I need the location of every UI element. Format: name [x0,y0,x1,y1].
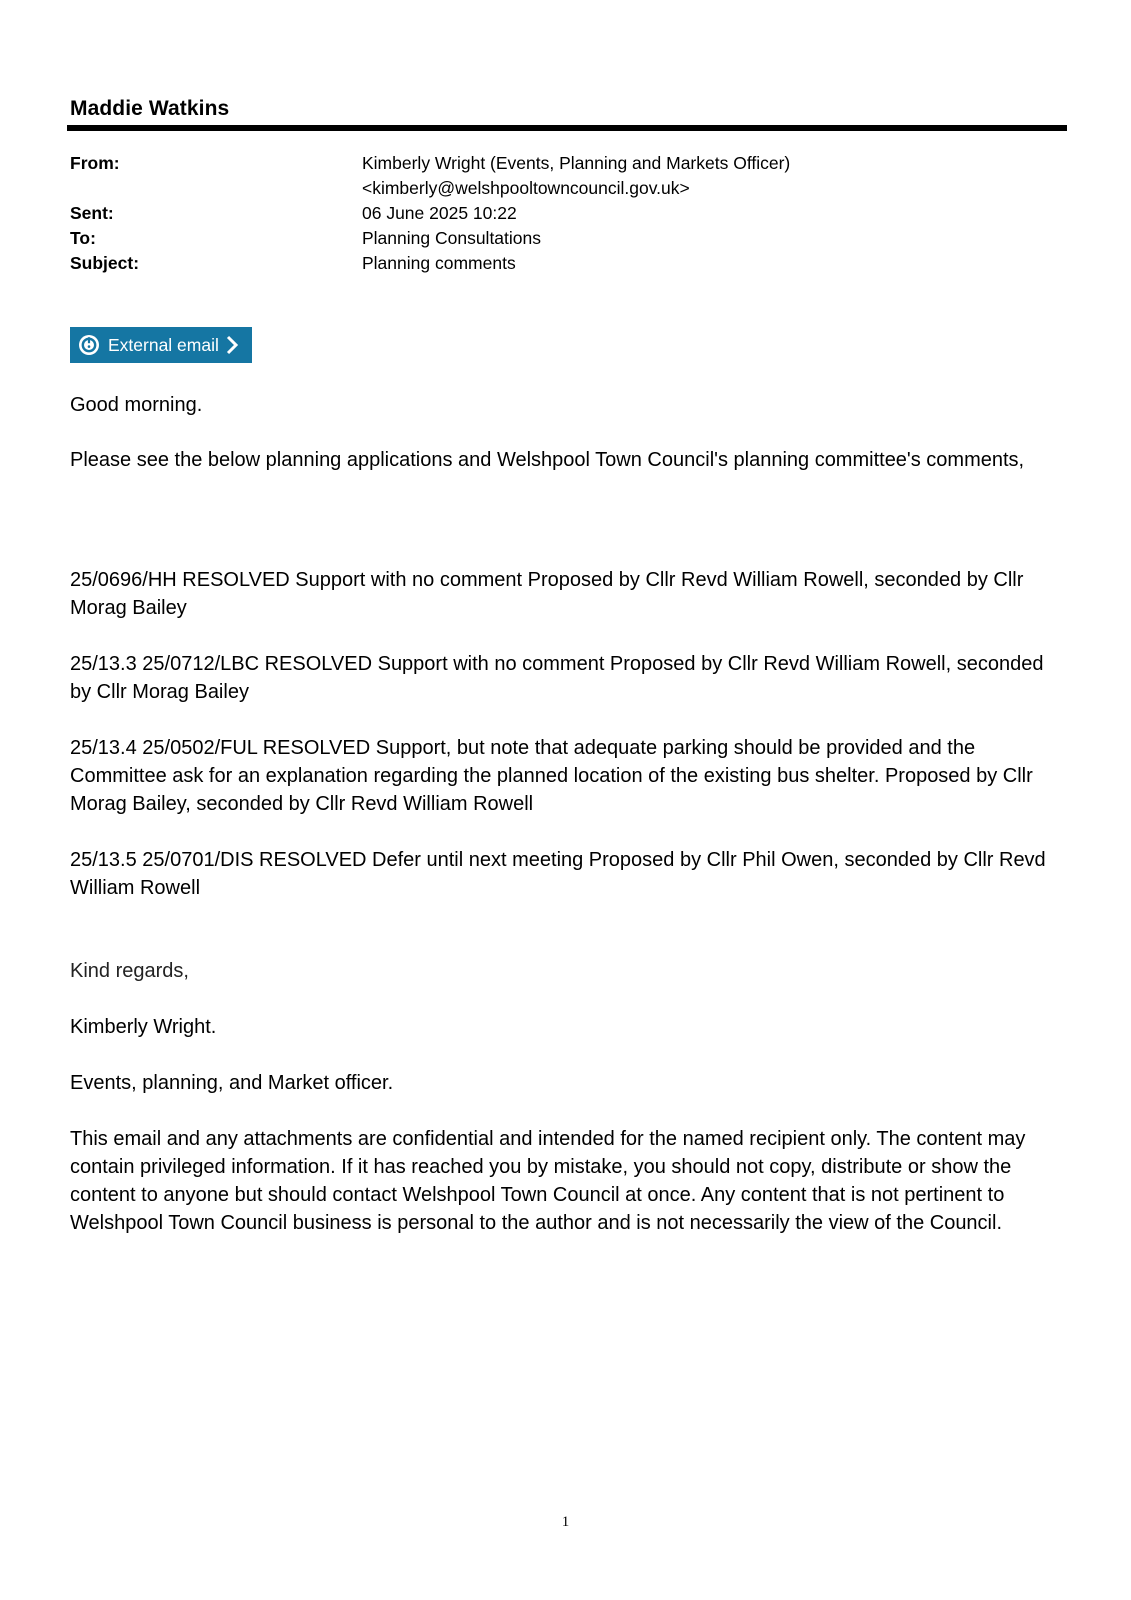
from-label: From: [70,153,120,173]
signature-title: Events, planning, and Market officer. [70,1072,394,1094]
external-email-label: External email [108,334,219,355]
from-name: Kimberly Wright (Events, Planning and Markets Officer) [362,153,791,173]
to-row [70,226,1002,251]
intro-paragraph: Please see the below planning applications and Welshpool Town Council's planning committee's comments, [70,449,1025,471]
warning-circle-icon [78,334,100,356]
planning-item-1: 25/0696/HH RESOLVED Support with no comment Proposed by Cllr Revd William Rowell, seconded by Cllr Morag Bailey [70,569,1024,619]
disclaimer-paragraph: This email and any attachments are confidential and intended for the named recipient only. The content may contain privileged information. If it has reached you by mistake, you should not copy, distribute or show the content to anyone but should contact Welshpool Town Council at once. Any content that is not pertinent to Welshpool Town Council business is personal to the author and is not necessarily the view of the Council. [70,1128,1026,1234]
planning-item-4: 25/13.5 25/0701/DIS RESOLVED Defer until next meeting Proposed by Cllr Phil Owen, seconded by Cllr Revd William Rowell [70,849,1046,899]
email-header [70,151,1002,276]
from-address: <kimberly@welshpooltowncouncil.gov.uk> [362,178,690,198]
sent-row [70,201,1002,226]
signature-name: Kimberly Wright. [70,1016,217,1038]
page-number: 1 [561,1514,570,1530]
sent-value: 06 June 2025 10:22 [362,203,517,223]
greeting-text: Good morning. [70,394,203,416]
mailbox-owner-name: Maddie Watkins [70,97,230,120]
header-divider [67,125,1067,131]
from-value [362,151,1002,201]
signoff-text: Kind regards, [70,960,189,982]
subject-row [70,251,1002,276]
from-row [70,151,1002,201]
external-email-badge[interactable] [70,327,252,363]
planning-item-3: 25/13.4 25/0502/FUL RESOLVED Support, but note that adequate parking should be provided and the Committee ask for an explanation regarding the planned location of the existing bus shelter. Proposed by Cllr Morag Bailey, seconded by Cllr Revd William Rowell [70,737,1033,815]
to-value: Planning Consultations [362,228,542,248]
to-label: To: [70,228,96,248]
sent-label: Sent: [70,203,114,223]
subject-value: Planning comments [362,253,516,273]
planning-item-2: 25/13.3 25/0712/LBC RESOLVED Support with no comment Proposed by Cllr Revd William Rowell, seconded by Cllr Morag Bailey [70,653,1044,703]
subject-label: Subject: [70,253,140,273]
chevron-right-icon [225,334,239,356]
